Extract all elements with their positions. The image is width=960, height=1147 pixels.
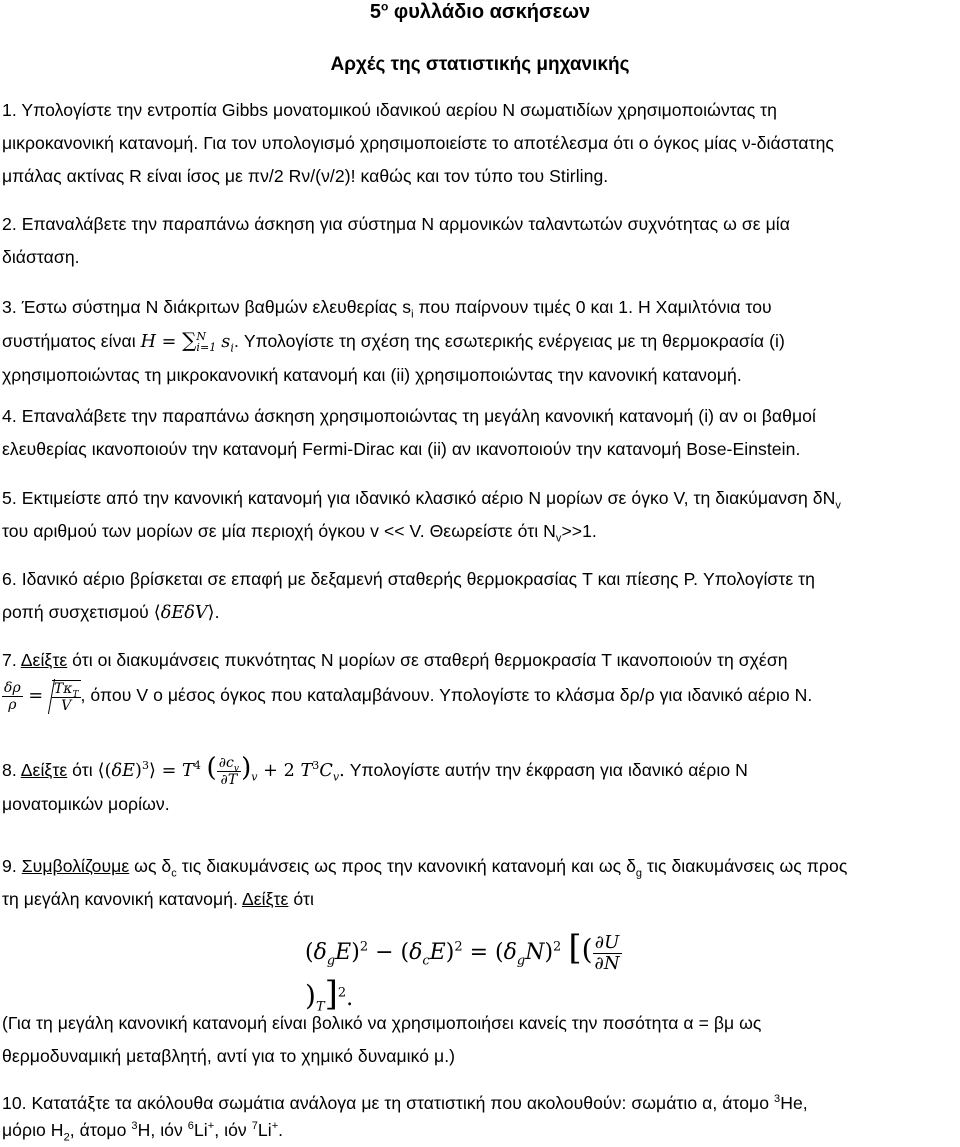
problem-8-line-2: μονατομικών μορίων. [2,794,170,814]
density-fluctuation-fraction: $\frac{\delta\rho}{\rho}$ [4,680,21,713]
problem-7 [2,644,952,714]
problem-3-line-1: 3. Έστω σύστημα N διάκριτων βαθμών ελευθερίας $s_i$ που παίρνουν τιμές 0 και 1. Η Χαμιλτόνια του [2,297,772,321]
problem-4-line-1: 4. Επαναλάβετε την παραπάνω άσκηση χρησιμοποιώντας τη μεγάλη κανονική κατανομή (i) αν οι βαθμοί [2,406,816,426]
grand-canonical-fluctuation-equation: $(\delta_gE)^2 - (\delta_cE)^2 = (\delta_gN)^2$ [( $\frac{\partial U}{\partial N}$ )$_T]^2$. [305,928,620,1014]
problem-6-line-2: ροπή συσχετισμού ⟨δEδV⟩. [2,602,220,623]
problem-1 [2,94,952,193]
problem-2-line-1: 2. Επαναλάβετε την παραπάνω άσκηση για σύστημα N αρμονικών ταλαντωτών συχνότητας ω σε μία [2,214,790,234]
title-text: φυλλάδιο ασκήσεων [393,1,591,23]
title-ordinal: ο [380,0,389,14]
page-subtitle: Αρχές της στατιστικής μηχανικής [330,54,630,75]
problem-4-line-2: ελευθερίας ικανοποιούν την κατανομή Fermi-Dirac και (ii) αν ικανοποιούν την κατανομή Bose-Einstein. [2,439,801,459]
title-number: 5 [369,1,381,23]
problem-2-line-2: διάσταση. [2,247,80,267]
problem-8 [2,752,952,821]
energy-fluctuation-formula: $⟨(\delta E)^3⟩ = T^4$ ( $\frac{\partial c_v}{\partial T}$ )$_v + 2$ $T^3C_v$. [97,753,345,788]
problem-2 [2,208,952,274]
problem-8-line-1: 8. Δείξτε ότι $⟨(\delta E)^3⟩ = T^4$ ( $\frac{\partial c_v}{\partial T}$ )$_v + 2$ $T^3C_v$. Υπολογίστε αυτήν την έκφραση για ιδανικό αέριο N [2,753,748,788]
problem-5-line-2: του αριθμού των μορίων σε μία περιοχή όγκου v << V. Θεωρείστε ότι $N_v>>1$. [2,521,597,545]
hamiltonian-formula: H [140,332,157,352]
problem-9-line-1: 9. Συμβολίζουμε ως $\delta_c$ τις διακυμάνσεις ως προς την κανονική κατανομή και ως $\delta_g$ τις διακυμάνσεις ως προς [2,856,848,880]
problem-6-line-1: 6. Ιδανικό αέριο βρίσκεται σε επαφή με δεξαμενή σταθερής θερμοκρασίας T και πίεσης P. Υπολογίστε τη [2,569,815,589]
problem-7-line-1: 7. Δείξτε ότι οι διακυμάνσεις πυκνότητας N μορίων σε σταθερή θερμοκρασία T ικανοποιούν τη σχέση [2,650,788,670]
problem-1-line-2: μικροκανονική κατανομή. Για τον υπολογισμό χρησιμοποιείστε το αποτέλεσμα ότι ο όγκος μίας ν-διάστατης [2,133,834,153]
problem-1-line-1: 1. Υπολογίστε την εντροπία Gibbs μονατομικού ιδανικού αερίου N σωματιδίων χρησιμοποιώντας τη [2,100,778,120]
problem-7-line-2: $\frac{\delta\rho}{\rho}$ = $\frac{T\kappa_T}{V}$ , όπου V ο μέσος όγκος που καταλαμβάνουν. Υπολογίστε το κλάσμα δρ/ρ για ιδανικό αέριο N. [4,680,813,714]
note-line-1: (Για τη μεγάλη κανονική κατανομή είναι βολικό να χρησιμοποιήσει κανείς την ποσότητα α = βμ ως [2,1013,762,1033]
note-paragraph [2,1007,952,1073]
problem-10-line-1: 10. Κατατάξτε τα ακόλουθα σωμάτια ανάλογα με τη στατιστική που ακολουθούν: σωμάτιο α, άτομο $^3$He, [2,1093,808,1113]
problem-5 [2,482,952,548]
correlation-formula: ⟨δEδV⟩ [153,603,215,623]
note-line-2: θερμοδυναμική μεταβλητή, αντί για το χημικό δυναμικό μ.) [2,1046,456,1066]
problem-4 [2,400,952,466]
problem-3-line-3: χρησιμοποιώντας τη μικροκανονική κατανομή και (ii) χρησιμοποιώντας την κανονική κατανομή. [2,365,742,385]
problem-10 [2,1087,952,1147]
problem-3 [2,291,952,392]
problem-3-line-2: συστήματος είναι H = ∑ N i=1 $s_i$. Υπολογίστε τη σχέση της εσωτερικής ενέργειας με τη θερμοκρασία (i) [2,328,785,355]
problem-9 [2,850,952,916]
problem-10-line-2: μόριο $H_2$, άτομο $^3$H, ιόν $^6$Li+, ιόν $^7$Li+. [2,1120,284,1144]
problem-5-line-1: 5. Εκτιμείστε από την κανονική κατανομή για ιδανικό κλασικό αέριο N μορίων σε όγκο V, τη διακύμανση $\delta N_v$ [2,488,841,512]
problem-9-line-2: τη μεγάλη κανονική κατανομή. Δείξτε ότι [2,889,314,909]
page-title [0,0,960,24]
problem-1-line-3: μπάλας ακτίνας R είναι ίσος με πν/2 Rν/(ν/2)! καθώς και τον τύπο του Stirling. [2,166,609,186]
problem-6 [2,563,952,630]
